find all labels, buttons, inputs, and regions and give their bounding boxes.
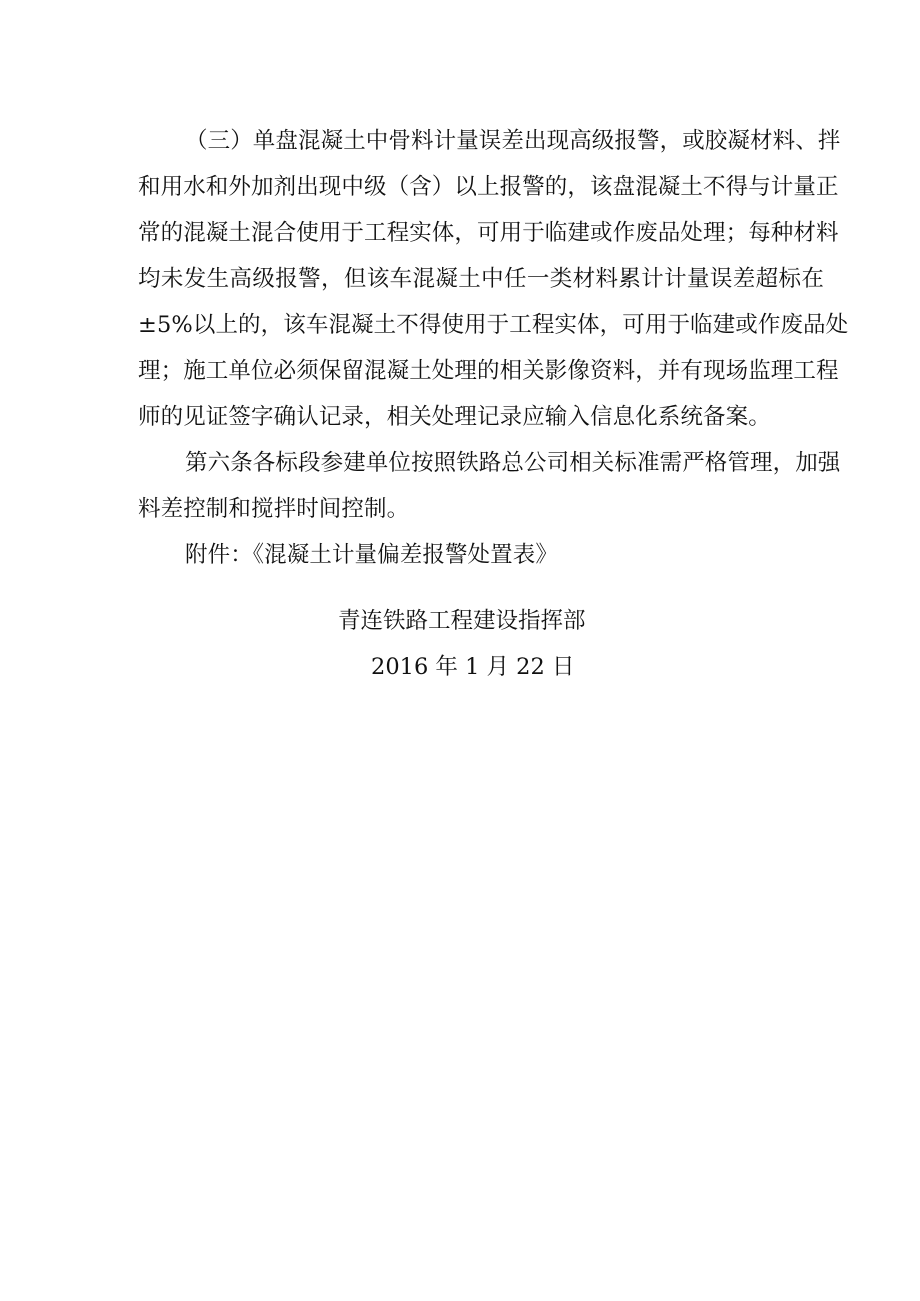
paragraph-item-3-rule (138, 118, 849, 440)
paragraph-line: 均未发生高级报警，但该车混凝土中任一类材料累计计量误差超标在 (138, 266, 824, 292)
paragraph-line: 和用水和外加剂出现中级（含）以上报警的，该盘混凝土不得与计量正 (138, 174, 839, 200)
paragraph-line: 师的见证签字确认记录，相关处理记录应输入信息化系统备案。 (138, 404, 771, 430)
signature-block (0, 598, 920, 690)
paragraph-line: ±5%以上的，该车混凝土不得使用于工程实体，可用于临建或作废品处 (138, 312, 849, 338)
paragraph-line: 第六条各标段参建单位按照铁路总公司相关标准需严格管理，加强 (185, 450, 841, 476)
issue-date: 2016 年 1 月 22 日 (371, 654, 575, 680)
paragraph-line: 理；施工单位必须保留混凝土处理的相关影像资料，并有现场监理工程 (138, 358, 839, 384)
paragraph-line: （三）单盘混凝土中骨料计量误差出现高级报警，或胶凝材料、拌 (185, 128, 841, 154)
document-body (138, 118, 849, 578)
attachment-line: 附件：《混凝土计量偏差报警处置表》 (185, 542, 558, 568)
issuing-organization: 青连铁路工程建设指挥部 (338, 608, 586, 634)
paragraph-attachment (138, 532, 824, 578)
paragraph-line: 料差控制和搅拌时间控制。 (138, 496, 410, 522)
paragraph-article-6 (138, 440, 841, 532)
paragraph-line: 常的混凝土混合使用于工程实体，可用于临建或作废品处理；每种材料 (138, 220, 839, 246)
